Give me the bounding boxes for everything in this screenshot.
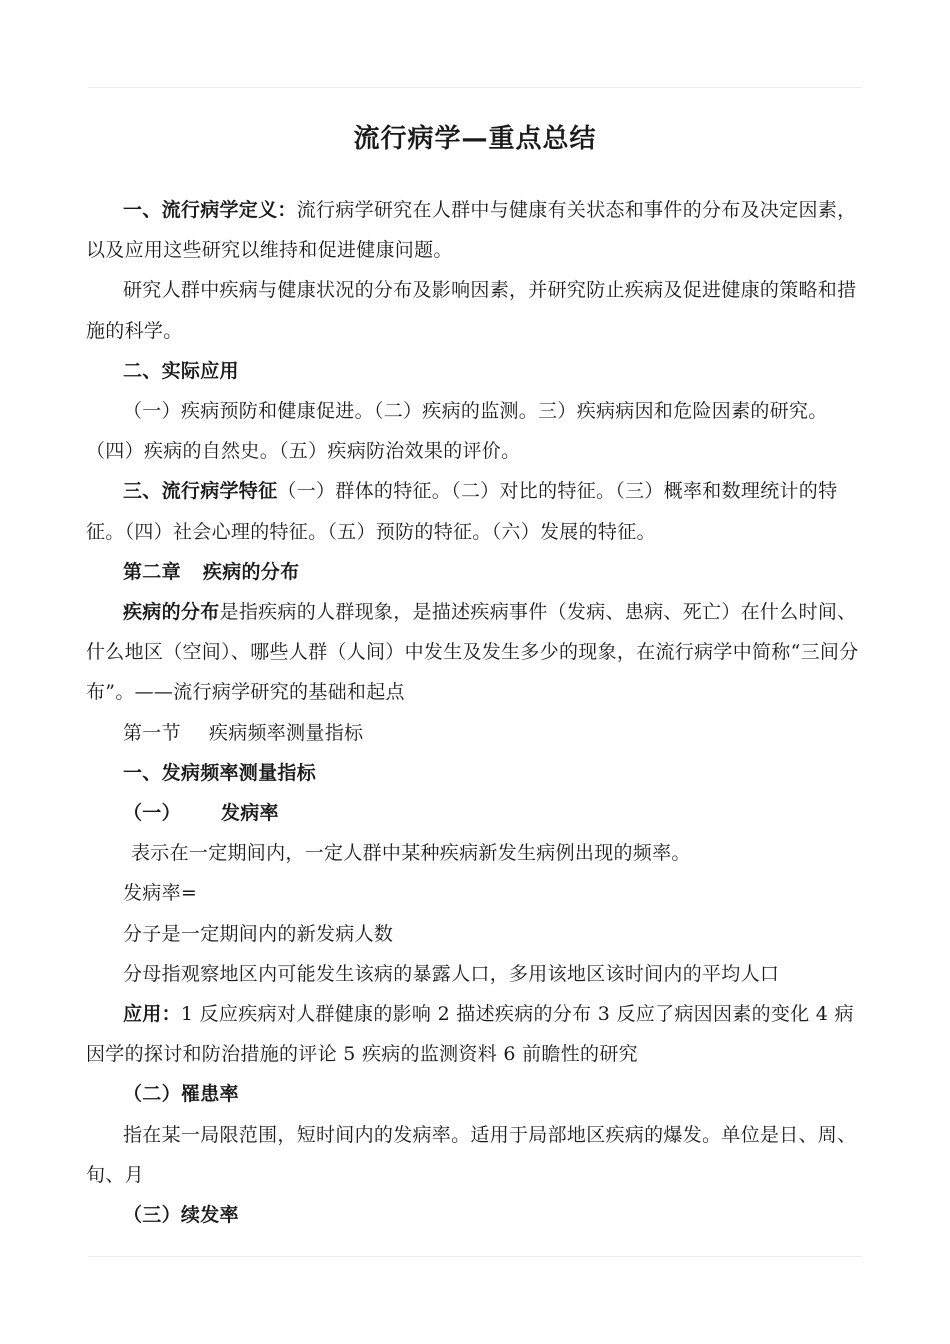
paragraph-definition <box>86 190 864 270</box>
document-body <box>86 190 864 1235</box>
heading-secondary-attack-rate: （三）续发率 <box>123 1204 239 1227</box>
heading-chapter-two <box>86 552 864 592</box>
heading-incidence-measures: 一、发病频率测量指标 <box>123 761 317 784</box>
heading-section-one <box>86 713 864 753</box>
header-rule <box>88 87 862 88</box>
paragraph-numerator: 分子是一定期间内的新发病人数 <box>123 922 394 945</box>
paragraph-incidence-formula: 发病率= <box>123 882 198 905</box>
subsection-number: （一） <box>123 802 181 825</box>
paragraph-usage <box>86 994 864 1074</box>
paragraph-features <box>86 471 864 551</box>
text-distribution: 是指疾病的人群现象，是描述疾病事件（发病、患病、死亡）在什么时间、什么地区（空间）、哪些人群（人间）中发生及发生多少的现象，在流行病学中简称“三间分布”。——流行病学研究的基础和起点 <box>86 601 859 704</box>
paragraph-research: 研究人群中疾病与健康状况的分布及影响因素，并研究防止疾病及促进健康的策略和措施的科学。 <box>86 279 857 342</box>
paragraph-denominator: 分母指观察地区内可能发生该病的暴露人口，多用该地区该时间内的平均人口 <box>123 962 780 985</box>
paragraph-attack-rate: 指在某一局限范围，短时间内的发病率。适用于局部地区疾病的爆发。单位是日、周、旬、月 <box>86 1123 857 1186</box>
document-title: 流行病学—重点总结 <box>353 124 597 154</box>
heading-incidence-rate <box>86 793 864 833</box>
heading-attack-rate: （二）罹患率 <box>123 1083 239 1106</box>
footer-rule <box>88 1256 862 1257</box>
heading-usage: 应用： <box>123 1003 181 1026</box>
heading-application: 二、实际应用 <box>123 359 239 382</box>
text-usage: 1 反应疾病对人群健康的影响 2 描述疾病的分布 3 反应了病因因素的变化 4 病因学的探讨和防治措施的评论 5 疾病的监测资料 6 前瞻性的研究 <box>86 1003 854 1066</box>
chapter-number: 第二章 <box>123 560 181 583</box>
chapter-title: 疾病的分布 <box>202 560 300 583</box>
section-number: 第一节 <box>123 721 181 744</box>
text-features: （一）群体的特征。（二）对比的特征。（三）概率和数理统计的特征。（四）社会心理的特征。（五）预防的特征。（六）发展的特征。 <box>86 480 838 543</box>
subsection-title: 发病率 <box>220 802 279 825</box>
heading-features: 三、流行病学特征 <box>123 480 278 503</box>
paragraph-distribution <box>86 592 864 713</box>
text-definition: 流行病学研究在人群中与健康有关状态和事件的分布及决定因素，以及应用这些研究以维持和促进健康问题。 <box>86 199 857 262</box>
heading-definition: 一、流行病学定义： <box>123 199 297 221</box>
paragraph-application: （一）疾病预防和健康促进。（二）疾病的监测。三）疾病病因和危险因素的研究。（四）疾病的自然史。（五）疾病防治效果的评价。 <box>86 400 828 463</box>
section-title: 疾病频率测量指标 <box>208 721 364 744</box>
paragraph-incidence-definition: 表示在一定期间内，一定人群中某种疾病新发生病例出现的频率。 <box>131 842 691 865</box>
heading-distribution: 疾病的分布 <box>123 601 220 624</box>
